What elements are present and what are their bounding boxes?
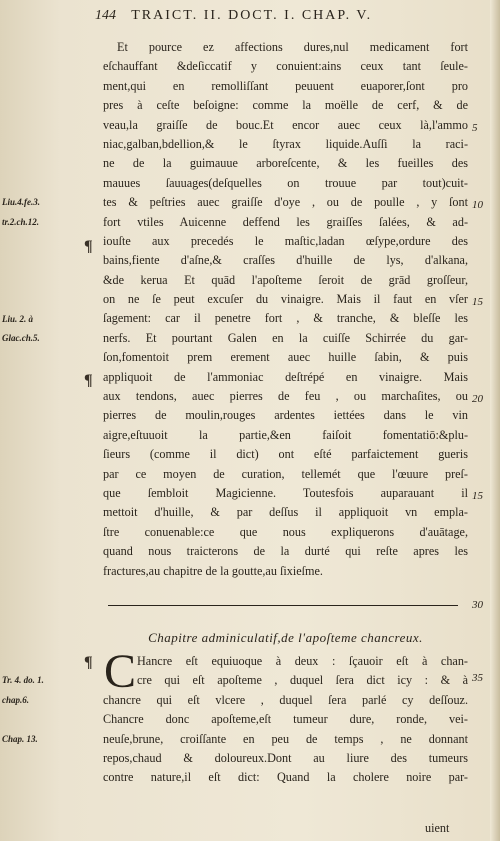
text-line: tes & peſtries auec graiſſe d'oye , ou de poulle , y ſont [103, 195, 468, 210]
running-title: TRAICT. II. DOCT. I. CHAP. V. [131, 8, 373, 23]
line-number: 5 [472, 121, 478, 134]
text-line: nerfs. Et pourtant Galen en la cuiſſe Schirrée du gar- [103, 330, 468, 345]
line-number: 15 [472, 296, 483, 309]
text-line: ſon,fomentoit prem erement auec huille ſabin, & puis [103, 350, 468, 365]
margin-note: tr.2.ch.12. [2, 216, 40, 227]
text-line: appliquoit de l'ammoniac deſtrépé en vinaigre. Mais [103, 369, 468, 384]
text-line: neuſe,brune, croiſſante en peu de temps , ne donnant [103, 731, 468, 746]
text-line: &de kerua Et quād l'apoſteme ſeroit de grād groſſeur, [103, 272, 468, 287]
paragraph-mark-icon: ¶ [84, 372, 93, 389]
text-line: ſagement: car il penetre fort , & tranche, & bleſſe les [103, 311, 468, 326]
margin-note: Glac.ch.5. [2, 333, 40, 343]
margin-note: Liu. 2. à [2, 313, 34, 324]
text-line: veau,la graiſſe de bouc.Et encor auec ceux là,l'ammo [103, 117, 468, 132]
page-binding-edge [490, 0, 500, 841]
margin-note: Tr. 4. do. 1. [2, 675, 44, 686]
text-line: pres à ceſte beſoigne: comme la moëlle de cerf, & de [103, 98, 468, 113]
text-line: ment,qui en remolliſſant peuuent euaporer,ſont pro [103, 78, 468, 93]
text-line: que ſembloit Magicienne. Toutesfois auparauant il [103, 485, 468, 500]
text-line: niac,galban,bdellion,& le ſtyrax liquide.Auſſi la raci- [103, 136, 468, 151]
text-line: ſtre conuenable:ce que nous expliquerons d'auātage, [103, 524, 468, 539]
text-line: Et pource ez affections dures,nul medicament fort [117, 40, 468, 54]
page-number: 144 [95, 8, 116, 23]
text-line: on ne ſe peut excuſer du vinaigre. Mais il faut en vſer [103, 292, 468, 307]
text-line: fractures,au chapitre de la goutte,au ſixieſme. [103, 563, 323, 578]
text-line: Chancre donc apoſteme,eſt tumeur dure, ronde, vei- [103, 712, 468, 727]
line-number: 35 [472, 672, 483, 684]
text-line: mauues ſauuages(deſquelles on trouue par tout)cuit- [103, 175, 468, 190]
line-number: 30 [472, 599, 483, 611]
body-text [103, 38, 468, 581]
text-line: contre nature,il eſt dict: Quand la cholere noire par- [103, 770, 468, 785]
text-line: cre qui eſt apoſteme , duquel ſera dict icy : & à [137, 673, 468, 688]
paragraph-mark-icon: ¶ [84, 654, 93, 671]
text-line: ſieurs (comme il dict) ont eſté parfaictement gueris [103, 447, 468, 462]
text-line: fort vtiles Auicenne deffend les graiſſes ſalées, & ad- [103, 214, 468, 229]
margin-note: chap.6. [2, 694, 29, 705]
chapter-text [103, 645, 468, 788]
line-number: 20 [472, 393, 483, 406]
drop-capital: C [104, 645, 137, 698]
chapter-title: Chapitre adminiculatif,de l'apoſteme chancreux. [148, 630, 423, 645]
text-line: aigre,eſtuuoit la partie,&en faiſoit fomentatiō:&plu- [103, 427, 468, 442]
text-line: eſchauffant &deſiccatif y conuient:ains ceux tant ſeule- [103, 59, 468, 74]
text-line: chancre qui eſt vlcere , duquel ſera parlé cy deſſouz. [103, 692, 468, 707]
text-line: aux tendons, auec pierres de feu , ou marchaſites, ou [103, 389, 468, 404]
text-line: bains,fiente d'aſne,& craſſes d'huille de lys, d'alkana, [103, 253, 468, 268]
line-number: 10 [472, 199, 483, 212]
margin-note: Chap. 13. [2, 733, 38, 744]
text-line: pierres de moulin,rouges ardentes iettées dans le vin [103, 408, 468, 423]
text-line: par ce moyen de curation, tellemét que l'œuure preſ- [103, 466, 468, 481]
paragraph-mark-icon: ¶ [84, 238, 93, 255]
text-line: ne de la guimauue arboreſcente, & les fueilles des [103, 156, 468, 171]
section-rule [108, 605, 458, 606]
running-header [95, 8, 475, 26]
margin-note: Liu.4.fe.3. [2, 197, 40, 208]
text-line: quand nous traicterons de la durté qui reſte apres les [103, 544, 468, 559]
final-word: uient [425, 821, 450, 835]
text-line: Hancre eſt equiuoque à deux : ſçauoir eſt à chan- [137, 654, 468, 668]
line-number: 15 [472, 490, 483, 503]
text-line: repos,chaud & doloureux.Dont au liure des tumeurs [103, 750, 468, 765]
text-line: iouſte aux precedés le maſtic,ladan œſype,ordure des [103, 233, 468, 248]
text-line: mettoit d'huille, & par deſſus il appliquoit vn empla- [103, 505, 468, 520]
